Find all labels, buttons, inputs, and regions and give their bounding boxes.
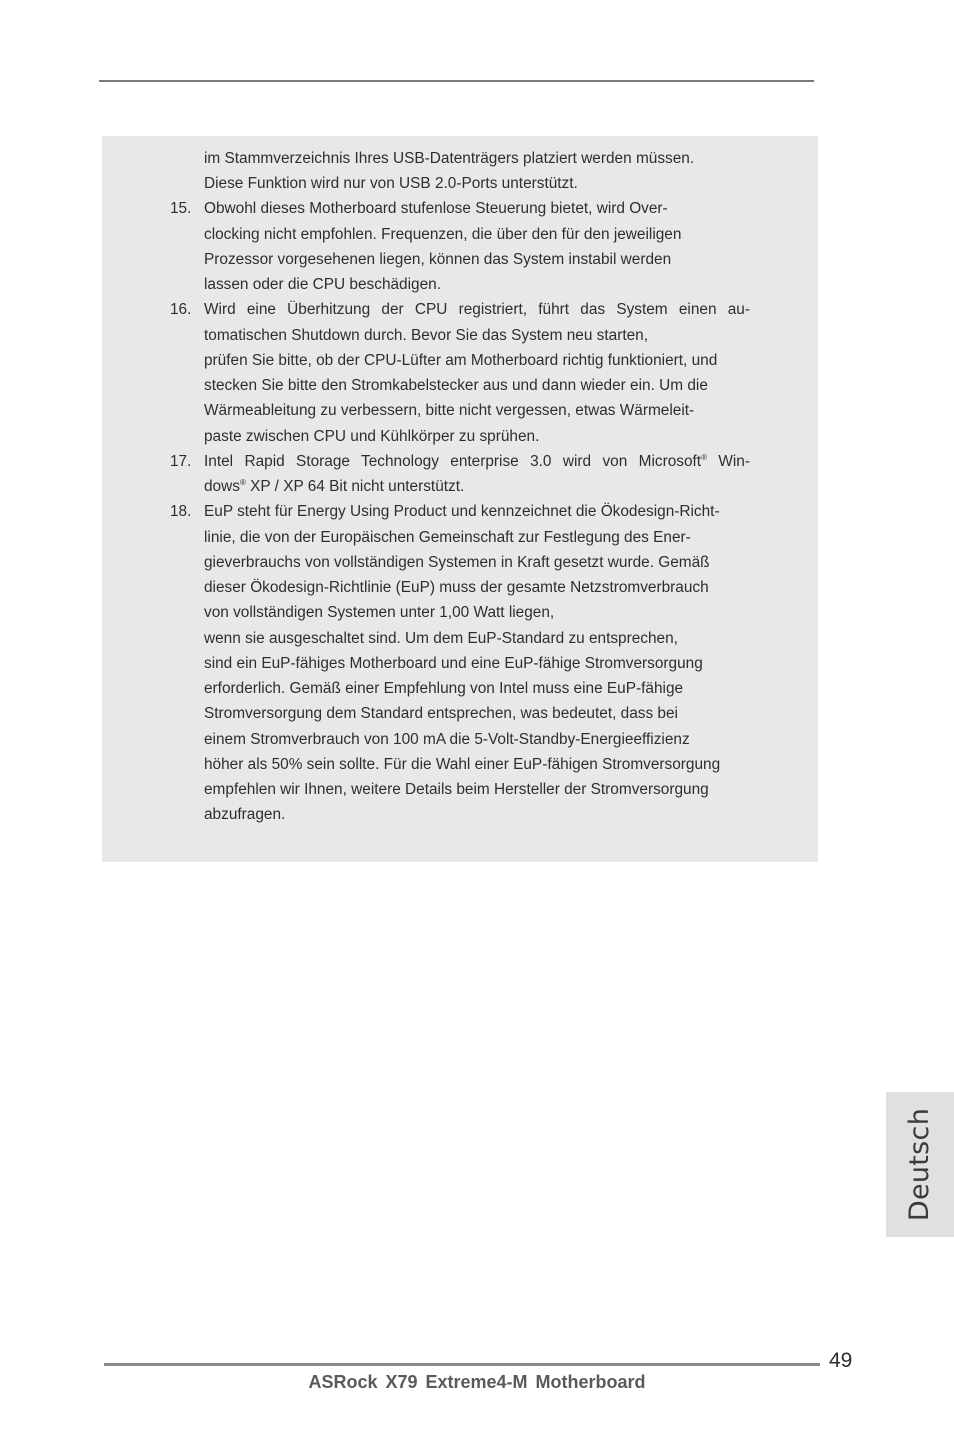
note-continuation-line: im Stammverzeichnis Ihres USB-Datenträgers platziert werden müssen. [204, 150, 695, 167]
note-18-line: von vollständigen Systemen unter 1,00 Watt liegen, [204, 604, 555, 621]
note-18-line: gieverbrauchs von vollständigen Systemen in Kraft gesetzt wurde. Gemäß [204, 554, 710, 571]
note-16-line: paste zwischen CPU und Kühlkörper zu sprühen. [204, 428, 540, 445]
note-16-line: prüfen Sie bitte, ob der CPU-Lüfter am Motherboard richtig funktioniert, und [204, 352, 718, 369]
page-number: 49 [829, 1349, 853, 1372]
note-17-text: XP / XP 64 Bit nicht unterstützt. [250, 478, 465, 495]
note-15-line: clocking nicht empfohlen. Frequenzen, die über den für den jeweiligen [204, 226, 682, 243]
note-number-17: 17. [170, 453, 192, 470]
note-16-line: tomatischen Shutdown durch. Bevor Sie das System neu starten, [204, 327, 648, 344]
note-18-line: Stromversorgung dem Standard entsprechen, was bedeutet, dass bei [204, 705, 678, 722]
footer-rule [104, 1363, 820, 1366]
notes-box [102, 136, 818, 862]
note-17-line [204, 453, 750, 471]
note-17-text: Win- [718, 453, 750, 470]
note-18-line: abzufragen. [204, 806, 286, 823]
note-continuation-line: Diese Funktion wird nur von USB 2.0-Ports unterstützt. [204, 175, 578, 192]
note-number-18: 18. [170, 503, 192, 520]
top-rule [99, 80, 814, 82]
note-18-line: EuP steht für Energy Using Product und kennzeichnet die Ökodesign-Richt- [204, 503, 720, 520]
note-18-line: einem Stromverbrauch von 100 mA die 5-Volt-Standby-Energieeffizienz [204, 731, 690, 748]
note-18-line: erforderlich. Gemäß einer Empfehlung von Intel muss eine EuP-fähige [204, 680, 684, 697]
note-16-line: Wird eine Überhitzung der CPU registriert, führt das System einen au- [204, 301, 750, 318]
note-15-line: lassen oder die CPU beschädigen. [204, 276, 441, 293]
note-number-15: 15. [170, 200, 192, 217]
note-15-line: Prozessor vorgesehenen liegen, können das System instabil werden [204, 251, 672, 268]
note-17-line [204, 478, 464, 496]
registered-mark: ® [701, 453, 707, 462]
language-tab-label: Deutsch [904, 1107, 936, 1222]
footer-title: ASRock X79 Extreme4-M Motherboard [308, 1372, 646, 1392]
note-17-text: dows [204, 478, 240, 495]
note-18-line: wenn sie ausgeschaltet sind. Um dem EuP-Standard zu entsprechen, [204, 630, 678, 647]
note-18-line: dieser Ökodesign-Richtlinie (EuP) muss der gesamte Netzstromverbrauch [204, 579, 709, 596]
note-18-line: linie, die von der Europäischen Gemeinschaft zur Festlegung des Ener- [204, 529, 691, 546]
note-16-line: stecken Sie bitte den Stromkabelstecker aus und dann wieder ein. Um die [204, 377, 708, 394]
note-18-line: höher als 50% sein sollte. Für die Wahl einer EuP-fähigen Stromversorgung [204, 756, 721, 773]
registered-mark: ® [239, 478, 246, 487]
note-16-line: Wärmeableitung zu verbessern, bitte nicht vergessen, etwas Wärmeleit- [204, 402, 695, 419]
note-18-line: empfehlen wir Ihnen, weitere Details beim Hersteller der Stromversorgung [204, 781, 709, 798]
note-number-16: 16. [170, 301, 192, 318]
note-15-line: Obwohl dieses Motherboard stufenlose Steuerung bietet, wird Over- [204, 200, 668, 217]
language-tab [886, 1092, 954, 1237]
note-17-text: Intel Rapid Storage Technology enterprise 3.0 wird von Microsoft [204, 453, 702, 470]
note-18-line: sind ein EuP-fähiges Motherboard und eine EuP-fähige Stromversorgung [204, 655, 703, 672]
